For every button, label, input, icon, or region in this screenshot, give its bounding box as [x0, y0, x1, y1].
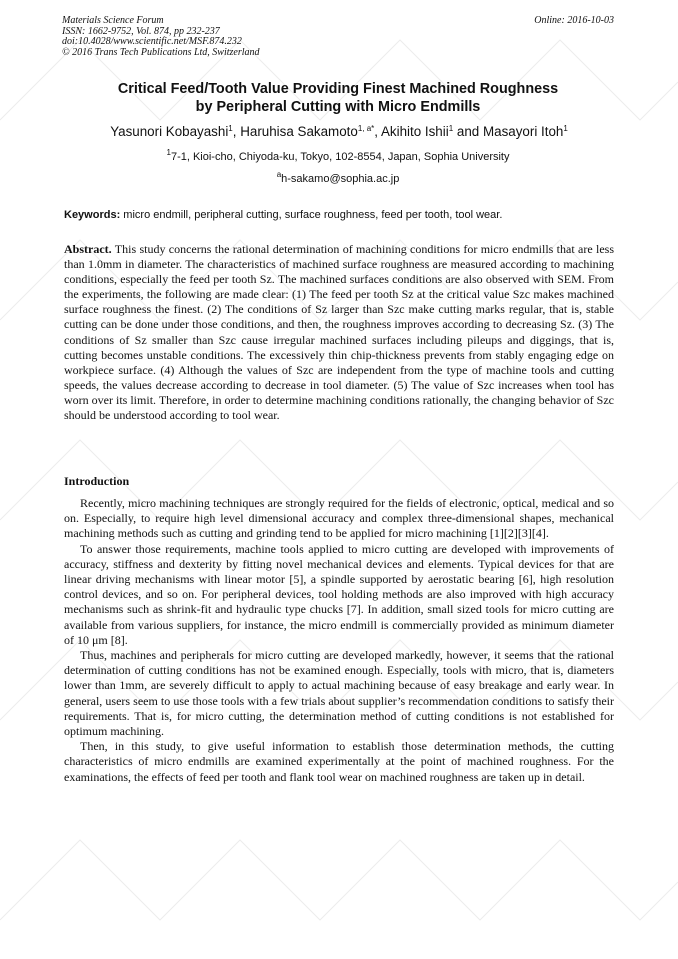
- email-marker: a: [276, 170, 282, 179]
- paragraph: Thus, machines and peripherals for micro cutting are developed markedly, however, it seems that the rational determination of cutting conditions has not be examined enough. Especially, tools with micro, that is, diameters lower than 1mm, are severely difficult to apply to actual machining because of easy breakage and early wear. In general, users seem to use those tools with a few trials about supplier’s recommendation conditions to satisfy their requirements. That is, for micro cutting, the determination method of cutting conditions is not established for optimum machining.: [64, 648, 614, 739]
- keywords: [64, 208, 616, 222]
- introduction-body: [64, 496, 614, 785]
- keywords-label: Keywords:: [64, 209, 121, 221]
- abstract-text: This study concerns the rational determination of machining conditions for micro endmills that are less than 1.0mm in diameter. The characteristics of machined surface roughness are measured according to machining conditions, especially the feed per tooth Sz. The machined surfaces conditions are also observed with SEM. From the experiments, the following are made clear: (1) The feed per tooth Sz at the critical value Szc makes machined surface roughness the finest. (2) The conditions of Sz larger than Szc make cutting marks regular, that is, stable cutting can be done under those conditions, and then, the roughness improves according to decreasing Sz. (3) The conditions of Sz smaller than Szc cause irregular machined surfaces including pileups and diggings, that is, cutting becomes unstable conditions. The excessively thin chip-thickness prevents from stably engaging edge on workpiece surface. (4) Although the values of Szc are independent from the type of machine tools and cutting speeds, the values decrease according to decrease in tool diameter. (5) The value of Szc increases when tool has worn over its limit. Therefore, in order to determine machining conditions rationally, the changing behavior of Szc should be understood according to tool wear.: [64, 242, 614, 423]
- author-2: Haruhisa Sakamoto: [240, 124, 358, 139]
- author-separator: and: [453, 124, 483, 139]
- author-4-affil: 1: [563, 124, 568, 133]
- affiliation-marker: 1: [166, 148, 171, 157]
- section-heading-introduction: Introduction: [64, 474, 130, 488]
- title-line-2: by Peripheral Cutting with Micro Endmills: [195, 99, 481, 115]
- author-4: Masayori Itoh: [482, 124, 564, 139]
- author-3-affil: 1: [448, 124, 454, 133]
- journal-name: Materials Science Forum: [62, 15, 164, 26]
- author-3: Akihito Ishii: [380, 124, 449, 139]
- email-text: h-sakamo@sophia.ac.jp: [281, 173, 400, 185]
- paragraph: To answer those requirements, machine tools applied to micro cutting are developed with improvements of accuracy, stiffness and dexterity by fitting novel mechanical devices and elements. Typical devices for that are linear driving mechanisms with linear motor [5], a spindle supported by aerostatic bearing [6], high resolution control devices, and so on. For peripheral devices, tool holding methods are also improved with high accuracy mechanisms such as shrink-fit and hydraulic type chucks [7]. In addition, small sized tools for micro cutting are available from various suppliers, for instance, the micro endmill is commercially provided as minimum diameter of 10 μm [8].: [64, 541, 614, 647]
- author-2-affil: 1, a*: [357, 124, 375, 133]
- paragraph: Recently, micro machining techniques are strongly required for the fields of electronic, optical, medical and so on. Especially, to require high level dimensional accuracy and complex three-dimensional shapes, mechanical machining methods such as cutting and grinding tend to be applied for micro machining [1][2][3][4].: [64, 496, 614, 541]
- title-line-1: Critical Feed/Tooth Value Providing Finest Machined Roughness: [117, 81, 559, 97]
- keywords-text: micro endmill, peripheral cutting, surface roughness, feed per tooth, tool wear.: [120, 209, 503, 221]
- author-list: [58, 123, 620, 140]
- author-separator: ,: [232, 124, 241, 139]
- author-1: Yasunori Kobayashi: [110, 124, 229, 139]
- issn-line: ISSN: 1662-9752, Vol. 874, pp 232-237: [62, 25, 220, 37]
- paper-title: [62, 80, 614, 116]
- online-date: Online: 2016-10-03: [534, 15, 614, 26]
- journal-header: [62, 16, 462, 58]
- affiliation-text: 7-1, Kioi-cho, Chiyoda-ku, Tokyo, 102-8554, Japan, Sophia University: [170, 151, 510, 163]
- corresponding-email: [62, 172, 614, 186]
- paragraph: Then, in this study, to give useful information to establish those determination methods, the cutting characteristics of micro endmills are examined experimentally at the point of machined roughness. For the examinations, the effects of feed per tooth and flank tool wear on machined roughness are taken up in detail.: [64, 739, 614, 784]
- abstract-label: Abstract.: [64, 242, 112, 256]
- affiliation: [62, 150, 614, 164]
- abstract: [64, 242, 614, 423]
- author-1-affil: 1: [228, 124, 233, 133]
- author-separator: ,: [374, 124, 381, 139]
- doi-line: doi:10.4028/www.scientific.net/MSF.874.232: [62, 36, 242, 48]
- copyright-line: © 2016 Trans Tech Publications Ltd, Switzerland: [62, 46, 260, 58]
